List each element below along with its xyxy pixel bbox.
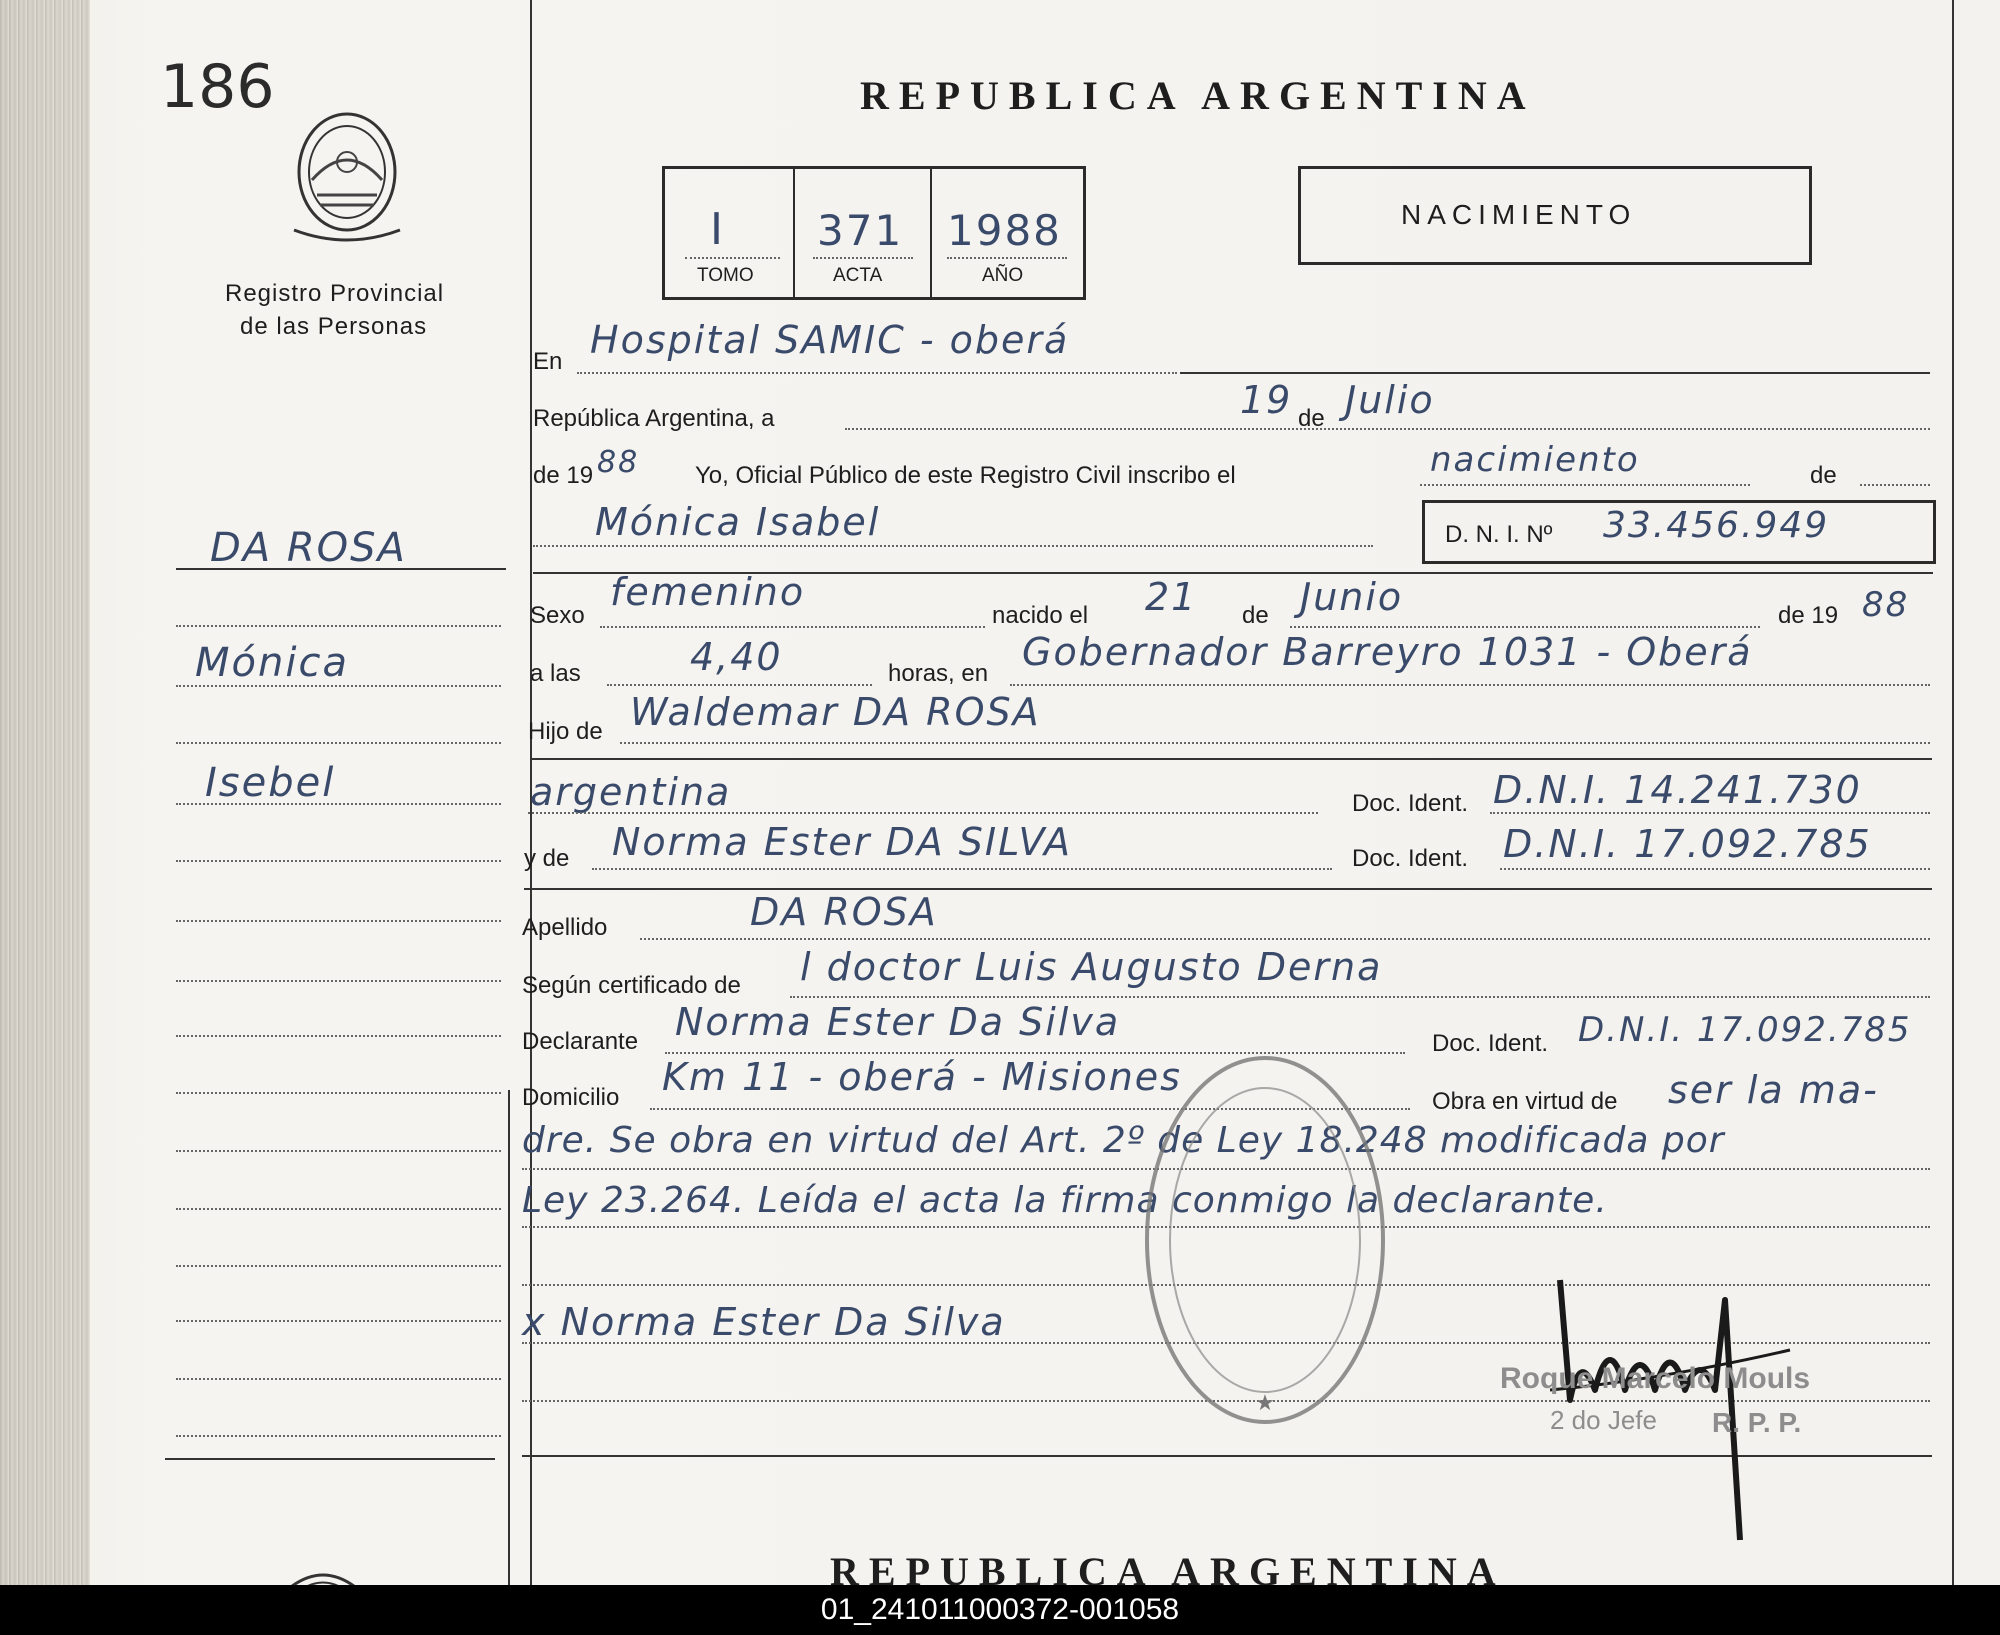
republica-label: República Argentina, a [533, 405, 775, 432]
record-type-box [1298, 166, 1812, 265]
father-line [620, 742, 1930, 744]
left-dotted-line [176, 1378, 501, 1380]
ref-underline [947, 257, 1067, 259]
left-dotted-line [176, 1208, 501, 1210]
inscribo-line [1420, 484, 1750, 486]
domicilio-label: Domicilio [522, 1084, 620, 1111]
left-dotted-line [176, 1435, 501, 1437]
left-dotted-line [176, 1150, 501, 1152]
provincial-seal-icon [282, 100, 412, 250]
name-line [533, 545, 1373, 547]
left-first-name: Mónica [195, 640, 349, 686]
book-binding-edge [0, 0, 90, 1585]
birth-hour: 4,40 [690, 635, 783, 679]
declarante-signature: x Norma Ester Da Silva [522, 1300, 1006, 1344]
dni-box [1422, 500, 1936, 564]
en-value: Hospital SAMIC - oberá [590, 318, 1070, 362]
birth-de-label: de [1242, 602, 1269, 629]
en-label: En [533, 348, 563, 375]
reference-box [662, 166, 1086, 300]
mother-doc: D.N.I. 17.092.785 [1503, 822, 1872, 866]
reference-box-divider [930, 169, 932, 297]
svg-text:★: ★ [1255, 1390, 1275, 1415]
sexo-label: Sexo [530, 602, 585, 629]
date-line [845, 428, 1930, 430]
place-line [1010, 684, 1930, 686]
tomo-value: I [710, 204, 725, 255]
mother-name: Norma Ester DA SILVA [612, 820, 1072, 864]
doc-label: Doc. Ident. [1352, 790, 1469, 817]
acta-label: ACTA [833, 265, 883, 286]
segun-value: l doctor Luis Augusto Derna [800, 945, 1383, 989]
ref-underline [813, 257, 913, 259]
left-dotted-line [176, 1320, 501, 1322]
obra-label: Obra en virtud de [1432, 1088, 1618, 1115]
left-dotted-line [176, 1035, 501, 1037]
ref-underline [685, 257, 780, 259]
right-border [1952, 0, 1954, 1585]
left-surname: DA ROSA [210, 525, 407, 571]
birth-month: Junio [1300, 575, 1404, 619]
doc-label: Doc. Ident. [1432, 1030, 1549, 1057]
record-type: NACIMIENTO [1401, 199, 1637, 230]
father-doc: D.N.I. 14.241.730 [1493, 768, 1862, 812]
left-rule [165, 1458, 495, 1460]
next-record-title: REPUBLICA ARGENTINA [830, 1549, 1506, 1585]
de-label-2: de [1810, 462, 1837, 489]
footer-bar [0, 1585, 2000, 1635]
sexo-line [600, 626, 985, 628]
dni-value: 33.456.949 [1603, 505, 1830, 546]
official-title-prefix: 2 do Jefe [1550, 1405, 1657, 1435]
note-line-2: Ley 23.264. Leída el acta la firma conmigo la declarante. [522, 1180, 1608, 1221]
left-dotted-line [176, 860, 501, 862]
acta-value: 371 [817, 206, 904, 255]
official-title: R. P. P. [1712, 1407, 1802, 1438]
apellido-label: Apellido [522, 914, 608, 941]
en-line [1180, 372, 1930, 374]
note-line-1: dre. Se obra en virtud del Art. 2º de Ley 18.248 modificada por [522, 1120, 1725, 1161]
apellido-value: DA ROSA [750, 890, 938, 934]
year-suffix: 88 [597, 445, 640, 480]
registration-month: Julio [1345, 378, 1435, 422]
segun-line [790, 996, 1930, 998]
segun-label: Según certificado de [522, 972, 741, 999]
declarante-label: Declarante [522, 1028, 639, 1055]
hijo-label: Hijo de [528, 718, 603, 745]
obra-value: ser la ma- [1668, 1068, 1879, 1112]
hour-line [607, 684, 872, 686]
section-rule [530, 758, 1932, 760]
mother-line [592, 868, 1332, 870]
father-name: Waldemar DA ROSA [630, 690, 1041, 734]
official-round-stamp [1140, 1050, 1390, 1430]
domicilio-value: Km 11 - oberá - Misiones [662, 1055, 1182, 1099]
year-prefix: de 19 [533, 462, 594, 489]
page-number: 186 [160, 52, 275, 122]
reference-box-divider [793, 169, 795, 297]
birth-day: 21 [1145, 575, 1198, 619]
dni-label: D. N. I. Nº [1445, 521, 1553, 548]
left-dotted-line [176, 980, 501, 982]
yde-label: y de [524, 845, 570, 872]
left-dotted-line [176, 685, 501, 687]
ano-label: AÑO [982, 265, 1024, 286]
ano-value: 1988 [947, 206, 1062, 255]
left-dotted-line [176, 920, 501, 922]
nationality-line [528, 812, 1318, 814]
inscribo-value: nacimiento [1430, 440, 1640, 480]
birth-line [1290, 626, 1760, 628]
doc-label: Doc. Ident. [1352, 845, 1469, 872]
father-doc-line [1490, 812, 1930, 814]
apellido-line [640, 938, 1930, 940]
en-line [577, 372, 1177, 374]
declarante-doc: D.N.I. 17.092.785 [1578, 1010, 1912, 1050]
birth-year-prefix: de 19 [1778, 602, 1839, 629]
horas-label: horas, en [888, 660, 989, 687]
left-dotted-line [176, 742, 501, 744]
left-dotted-line [176, 1092, 501, 1094]
de-line [1860, 484, 1930, 486]
left-dotted-line [176, 1265, 501, 1267]
official-name: Roque Marcelo Mouls [1500, 1362, 1811, 1395]
section-rule [524, 888, 1932, 890]
birth-year-suffix: 88 [1862, 585, 1910, 625]
sexo-value: femenino [610, 570, 806, 614]
de-label: de [1298, 405, 1325, 432]
left-middle-name: Isebel [205, 760, 336, 806]
file-id: 01_241011000372-001058 [820, 1593, 1180, 1626]
registration-day: 19 [1240, 378, 1293, 422]
registry-name-line1: Registro Provincial [225, 280, 445, 307]
left-rule [176, 568, 506, 570]
child-name: Mónica Isabel [595, 500, 881, 544]
tomo-label: TOMO [697, 265, 754, 286]
birth-place: Gobernador Barreyro 1031 - Oberá [1022, 630, 1753, 674]
nacido-label: nacido el [992, 602, 1089, 629]
alas-label: a las [530, 660, 581, 687]
declarante-value: Norma Ester Da Silva [675, 1000, 1121, 1044]
provincial-seal-icon [258, 1550, 388, 1585]
column-divider [508, 1090, 510, 1585]
oficial-text: Yo, Oficial Público de este Registro Civil inscribo el [695, 462, 1236, 489]
left-dotted-line [176, 803, 501, 805]
left-dotted-line [176, 625, 501, 627]
registry-name-line2: de las Personas [240, 313, 428, 340]
document-title: REPUBLICA ARGENTINA [860, 73, 1536, 118]
mother-doc-line [1500, 868, 1930, 870]
father-nationality: argentina [530, 770, 732, 814]
